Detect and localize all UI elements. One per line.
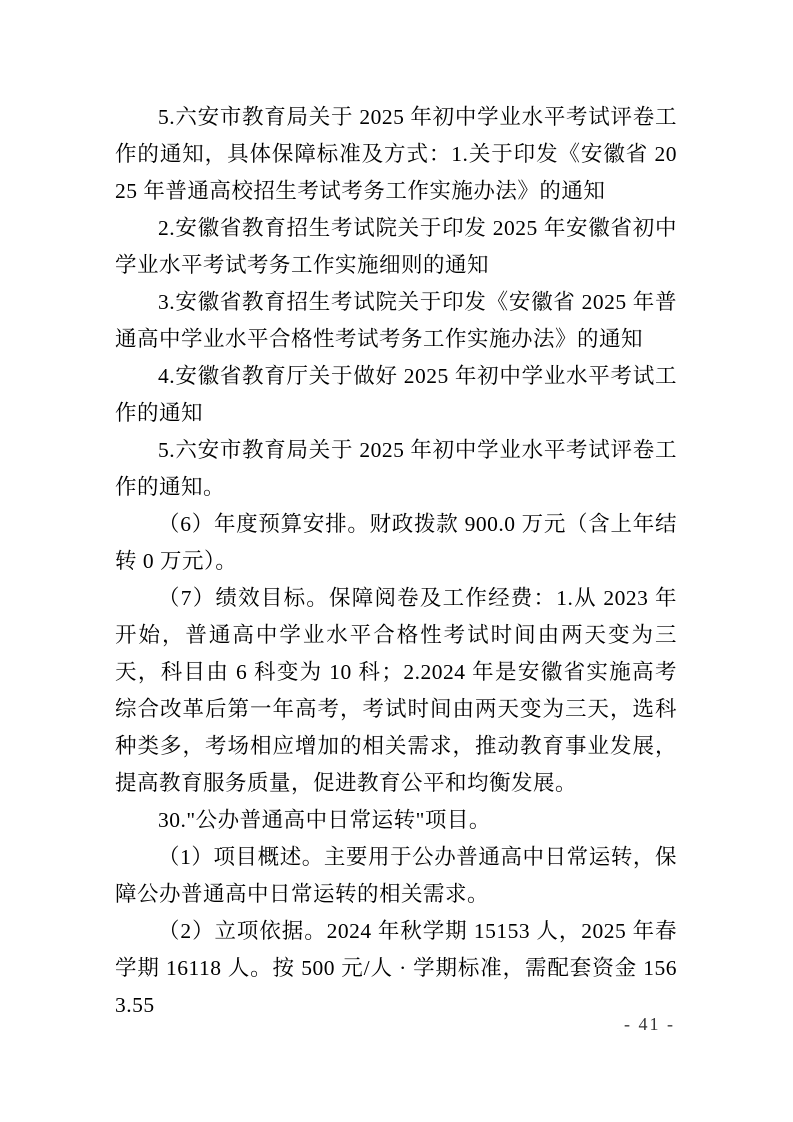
paragraph: 4.安徽省教育厅关于做好 2025 年初中学业水平考试工作的通知 (115, 364, 677, 425)
paragraph: （7）绩效目标。保障阅卷及工作经费：1.从 2023 年开始，普通高中学业水平合格性考试时间由两天变为三天，科目由 6 科变为 10 科；2.2024 年是安徽省实施高考综合改革后第一年高考，考试时间由两天变为三天，选科种类多，考场相应增加的相关需求，推动教育事业发展，提高教育服务质量，促进教育公平和均衡发展。 (115, 586, 677, 795)
paragraph: （6）年度预算安排。财政拨款 900.0 万元（含上年结转 0 万元）。 (115, 512, 677, 573)
paragraph: 3.安徽省教育招生考试院关于印发《安徽省 2025 年普通高中学业水平合格性考试考务工作实施办法》的通知 (115, 290, 677, 351)
document-body (115, 99, 677, 1024)
paragraph: 2.安徽省教育招生考试院关于印发 2025 年安徽省初中学业水平考试考务工作实施细则的通知 (115, 216, 677, 277)
paragraph: （2）立项依据。2024 年秋学期 15153 人，2025 年春学期 16118 人。按 500 元/人 · 学期标准，需配套资金 1563.55 (115, 919, 677, 1017)
paragraph: （1）项目概述。主要用于公办普通高中日常运转，保障公办普通高中日常运转的相关需求。 (115, 845, 677, 906)
paragraph: 5.六安市教育局关于 2025 年初中学业水平考试评卷工作的通知，具体保障标准及方式：1.关于印发《安徽省 2025 年普通高校招生考试考务工作实施办法》的通知 (115, 105, 677, 203)
page-number: - 41 - (624, 1014, 675, 1034)
paragraph: 30."公办普通高中日常运转"项目。 (158, 808, 491, 832)
paragraph: 5.六安市教育局关于 2025 年初中学业水平考试评卷工作的通知。 (115, 438, 677, 499)
